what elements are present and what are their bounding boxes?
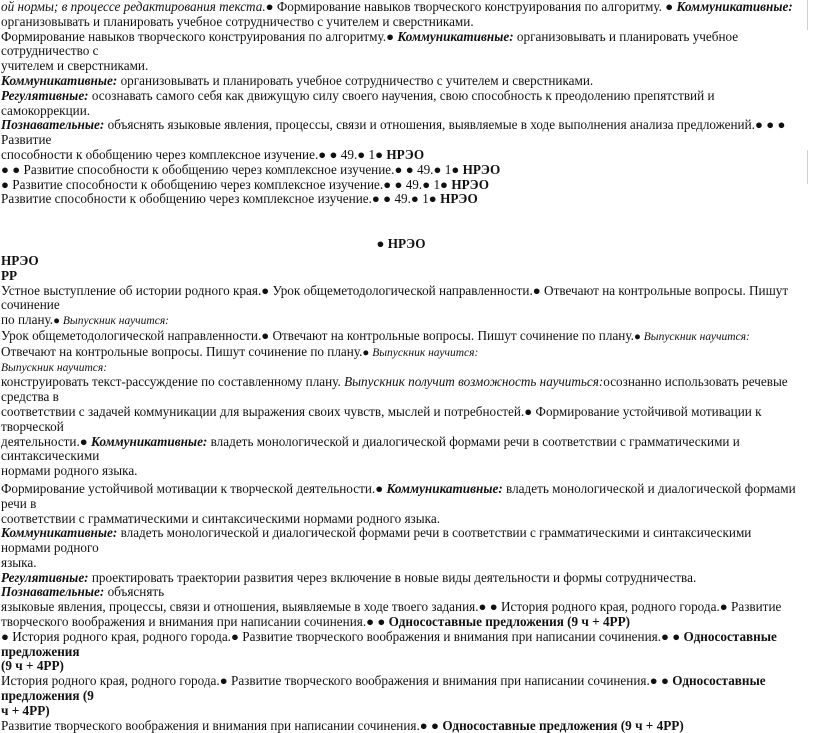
text: Развитие творческого воображения и внимания при написании сочинения. <box>1 717 420 733</box>
section-heading-cont: ч + 4РР) <box>1 702 50 718</box>
text: владеть монологической и диалогической формами речи в <box>1 480 796 511</box>
line: языка. <box>1 554 37 570</box>
page-border-top <box>807 0 808 30</box>
text: способности к обобщению через комплексное изучение. <box>1 146 319 162</box>
text: История родного края, родного города. <box>1 673 220 689</box>
text: ● Урок общеметодологической направленности. <box>261 282 533 298</box>
text: организовывать и планировать учебное сотрудничество с учителем и сверстниками. <box>120 72 594 88</box>
line <box>1 526 801 556</box>
line <box>1 345 801 361</box>
text: Устное выступление об истории родного края. <box>1 282 262 298</box>
page-border-middle <box>807 150 808 184</box>
text: осознанно использовать речевые средства в <box>1 374 788 405</box>
text: объяснять <box>107 584 165 600</box>
line <box>1 284 801 314</box>
text: организовывать и планировать учебное сотрудничество с <box>1 28 739 59</box>
text: ● Отвечают на контрольные вопросы. Пишут сочинение по плану. <box>261 327 634 343</box>
label-communicative: Коммуникативные: <box>1 72 118 88</box>
text: по плану. <box>1 312 54 328</box>
text: Формирование устойчивой мотивации к творческой деятельности. <box>1 480 376 496</box>
text: проектировать траектории развития через включение в новые виды деятельности и формы сотрудничества. <box>91 569 697 585</box>
line: организовывать и планировать учебное сотрудничество с учителем и сверстниками. <box>1 13 474 29</box>
section-heading: ● ● Односоставные предложения (9 <box>1 673 766 704</box>
nreo-label: НРЭО <box>440 191 478 207</box>
nreo-label: НРЭО <box>386 146 425 162</box>
line <box>1 118 801 148</box>
label-regulative: Регулятивные: <box>1 569 89 585</box>
text: конструировать текст-рассуждение по составленному плану. <box>1 374 341 390</box>
label-communicative: ● Коммуникативные: <box>375 480 503 496</box>
text: Отвечают на контрольные вопросы. Пишут сочинение по плану. <box>1 343 363 359</box>
label-communicative: ● Коммуникативные: <box>665 0 793 14</box>
line <box>1 148 801 163</box>
text-italic: ой нормы; в процессе редактирования текста. <box>1 0 266 14</box>
line <box>1 0 801 15</box>
label-cognitive: Познавательные: <box>1 584 105 600</box>
text: осознавать самого себя как движущую силу своего научения, свою способность к преодолению препятствий и самокоррекции. <box>1 87 715 118</box>
line <box>1 329 801 345</box>
line: соответствии с задачей коммуникации для выражения своих чувств, мыслей и потребностей.● Формирование устойчивой мотивации к творческой <box>1 403 762 434</box>
section-heading-cont: (9 ч + 4РР) <box>1 658 64 674</box>
line <box>1 74 801 89</box>
text: Урок общеметодологической направленности. <box>1 327 262 343</box>
line <box>1 163 801 178</box>
section-heading: ● ● Односоставные предложения (9 ч + 4РР) <box>419 717 684 733</box>
nreo-label: НРЭО <box>462 161 501 177</box>
text: ● Отвечают на контрольные вопросы. Пишут сочинение <box>1 282 789 313</box>
graduate-learns-label: Выпускник научится: <box>1 361 108 374</box>
text: ● ● 49.● 1● <box>371 191 437 207</box>
line <box>1 178 801 193</box>
text: ● Формирование навыков творческого конструирования по алгоритму. <box>265 0 662 14</box>
text: Развитие способности к обобщению через комплексное изучение. <box>1 191 372 207</box>
text: творческого воображения и внимания при написании сочинения. <box>1 614 367 630</box>
rr-heading: РР <box>1 267 18 283</box>
text: ● ● 49.● 1● <box>383 176 449 192</box>
line <box>1 30 801 60</box>
line: нормами родного языка. <box>1 463 138 479</box>
label-cognitive: Познавательные: <box>1 117 105 133</box>
label-communicative: ● Коммуникативные: <box>386 28 514 44</box>
line <box>1 630 801 660</box>
line <box>1 192 801 207</box>
label-regulative: Регулятивные: <box>1 87 89 103</box>
line <box>1 719 801 733</box>
line <box>1 89 801 119</box>
line: учителем и сверстниками. <box>1 58 149 74</box>
text: Формирование навыков творческого конструирования по алгоритму. <box>1 28 387 44</box>
line <box>1 313 801 329</box>
text: ● Развитие творческого воображения и внимания при написании сочинения. <box>230 628 662 644</box>
line <box>1 615 801 630</box>
label-communicative: Коммуникативные: <box>1 525 118 541</box>
line <box>1 674 801 704</box>
text: ● Развитие творческого воображения и внимания при написании сочинения. <box>219 673 650 689</box>
text: ● ● ● Развитие <box>1 117 786 148</box>
graduate-learns-label: ● Выпускник научится: <box>633 330 750 343</box>
graduate-opportunity-label: Выпускник получит возможность научиться: <box>344 374 604 390</box>
nreo-label: НРЭО <box>451 176 490 192</box>
text: владеть монологической и диалогической формами речи в соответствии с грамматическими и синтаксическими <box>1 433 740 464</box>
line: соответствии с грамматическими и синтаксическими нормами родного языка. <box>1 510 440 526</box>
graduate-learns-label: ● Выпускник научится: <box>362 346 479 359</box>
line <box>1 571 801 601</box>
text: ● ● Развитие способности к обобщению через комплексное изучение. <box>1 161 395 177</box>
nreo-heading: НРЭО <box>1 252 39 268</box>
line: языковые явления, процессы, связи и отношения, выявляемые в ходе твоего задания.● ● История родного края, родного города.● Развитие <box>1 599 782 615</box>
section-heading: ● ● Односоставные предложения <box>1 628 777 659</box>
line <box>1 375 801 405</box>
text: ● Развитие способности к обобщению через комплексное изучение. <box>1 176 384 192</box>
text: владеть монологической и диалогической формами речи в соответствии с грамматическими и синтаксическими нормами родного <box>1 525 752 556</box>
document-page <box>1 0 801 733</box>
section-heading: ● ● Односоставные предложения (9 ч + 4РР) <box>366 614 631 630</box>
label-communicative: ● Коммуникативные: <box>79 433 208 449</box>
line <box>1 482 801 512</box>
text: ● ● 49.● 1● <box>394 161 460 177</box>
text: объяснять языковые явления, процессы, связи и отношения, выявляемые в ходе выполнения анализа предложений. <box>107 117 755 133</box>
text: ● ● 49.● 1● <box>318 146 384 162</box>
text: ● История родного края, родного города. <box>1 628 231 644</box>
line <box>1 435 801 465</box>
nreo-heading-centered: ● НРЭО <box>376 236 426 252</box>
graduate-learns-label: ● Выпускник научится: <box>53 315 169 328</box>
text: деятельности. <box>1 433 80 449</box>
